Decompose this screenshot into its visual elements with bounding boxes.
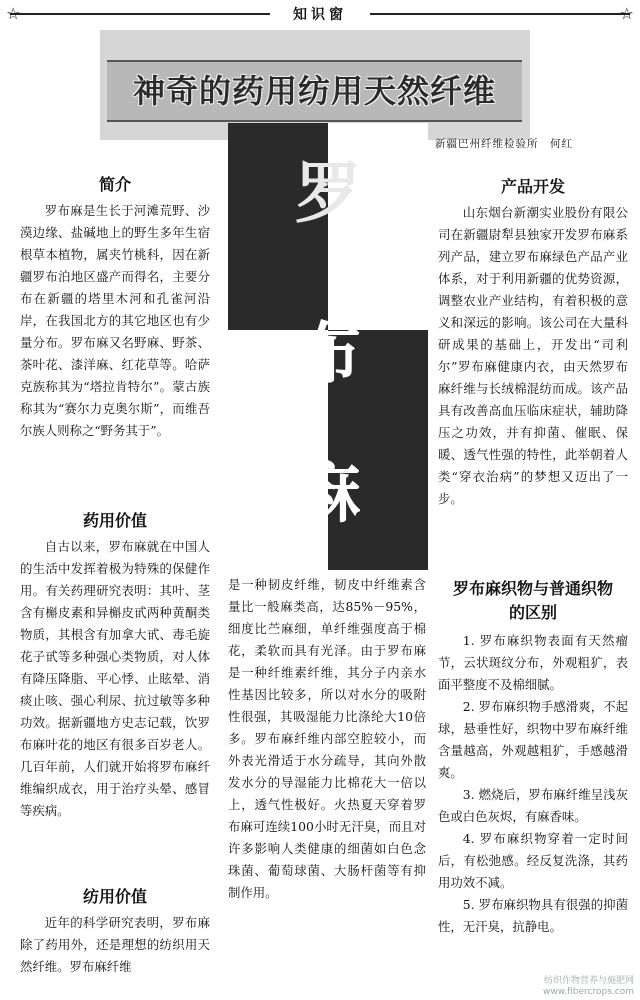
watermark bbox=[543, 976, 634, 998]
diff-heading-line2: 的区别 bbox=[508, 603, 557, 622]
list-item: 1. 罗布麻织物表面有天然瘤节，云状斑纹分布，外观粗犷，表面平整度不及棉细腻。 bbox=[438, 633, 628, 692]
list-item: 5. 罗布麻织物具有很强的抑菌性，无汗臭，抗静电。 bbox=[438, 897, 628, 934]
vertical-title-char-2: 布 bbox=[295, 314, 361, 392]
section-label: 知识窗 bbox=[270, 4, 370, 24]
textile-text-continued: 是一种韧皮纤维，韧皮中纤维素含量比一般麻类高，达85%－95%，细度比苎麻细，单纤维强度高于棉花，柔软而具有光泽。由于罗布麻是一种纤维素纤维，其分子内亲水性基因比较多，所以对水分的吸附性很强，其吸湿能力比涤纶大10倍多。罗布麻纤维内部空腔较小，而外表光滑适于水分疏导，其向外散发水分的导湿能力比棉花大一倍以上，透气性极好。火热夏天穿着罗布麻可连续100小时无汗臭，而且对许多影响人类健康的细菌如白色念珠菌、葡萄球菌、大肠杆菌等有抑制作用。 bbox=[228, 577, 426, 900]
vertical-title-char-1: 罗 bbox=[295, 154, 361, 232]
list-item: 2. 罗布麻织物手感滑爽，不起球，悬垂性好，织物中罗布麻纤维含量越高，外观越粗犷，手感越滑爽。 bbox=[438, 699, 628, 780]
page-title: 神奇的药用纺用天然纤维 bbox=[132, 72, 496, 110]
vertical-title-char-3: 麻 bbox=[295, 454, 361, 532]
star-icon-right: ☆ bbox=[619, 4, 634, 23]
author-line: 新疆巴州纤维检验所 何红 bbox=[435, 138, 573, 150]
diff-list bbox=[438, 630, 628, 938]
intro-text: 罗布麻是生长于河滩荒野、沙漠边缘、盐碱地上的野生多年生宿根草本植物，属夹竹桃科，因在新疆罗布泊地区盛产而得名，主要分布在新疆的塔里木河和孔雀河沿岸，在我国北方的其它地区也有少量分布。罗布麻又名野麻、野茶、茶叶花、漆洋麻、红花草等。哈萨克族称其为“塔拉肯特尔”。蒙古族称其为“赛尔力克奥尔斯”，而维吾尔族人则称之“野务其于”。 bbox=[20, 203, 210, 438]
product-text: 山东烟台新潮实业股份有限公司在新疆尉犁县独家开发罗布麻系列产品，建立罗布麻绿色产品产业体系，对于利用新疆的优势资源，调整农业产业结构，有着积极的意义和深远的影响。该公司在大量科研成果的基础上，开发出“司利尔”罗布麻健康内衣，由天然罗布麻纤维与长绒棉混纺而成。该产品具有改善高血压临床症状，辅助降压之功效，并有抑菌、催眠、保暖、透气性强的特性，此举朝着人类“穿衣治病”的梦想又迈出了一步。 bbox=[438, 205, 628, 506]
textile-text: 近年的科学研究表明，罗布麻除了药用外，还是理想的纺织用天然纤维。罗布麻纤维 bbox=[20, 915, 210, 974]
medicinal-text: 自古以来，罗布麻就在中国人的生活中发挥着极为特殊的保健作用。有关药理研究表明：其叶、茎含有槲皮素和异槲皮甙两种黄酮类物质，其根含有加拿大甙、毒毛旋花子甙等多种强心类物质，对人体有降压降脂、平心悸、止眩晕、消痰止咳、强心利尿、抗过敏等多种功效。据新疆地方史志记载，饮罗布麻叶花的地区有很多百岁老人。几百年前，人们就开始将罗布麻纤维编织成衣，用于治疗头晕、感冒等疾病。 bbox=[20, 539, 210, 818]
textile-heading: 纺用价值 bbox=[82, 887, 147, 906]
diff-heading-line1: 罗布麻织物与普通织物 bbox=[452, 579, 613, 598]
list-item: 3. 燃烧后，罗布麻纤维呈浅灰色或白色灰烬，有麻香味。 bbox=[438, 787, 628, 824]
list-item: 4. 罗布麻织物穿着一定时间后，有松弛感。经反复洗涤，其药用功效不减。 bbox=[438, 831, 628, 890]
product-heading: 产品开发 bbox=[500, 177, 565, 196]
medicinal-heading: 药用价值 bbox=[82, 511, 147, 530]
star-icon-left: ☆ bbox=[6, 4, 21, 23]
watermark-line-2: www.fibercrops.com bbox=[543, 987, 634, 997]
watermark-line-1: 纺织作物营养与施肥网 bbox=[543, 976, 634, 986]
intro-heading: 简介 bbox=[98, 175, 131, 194]
